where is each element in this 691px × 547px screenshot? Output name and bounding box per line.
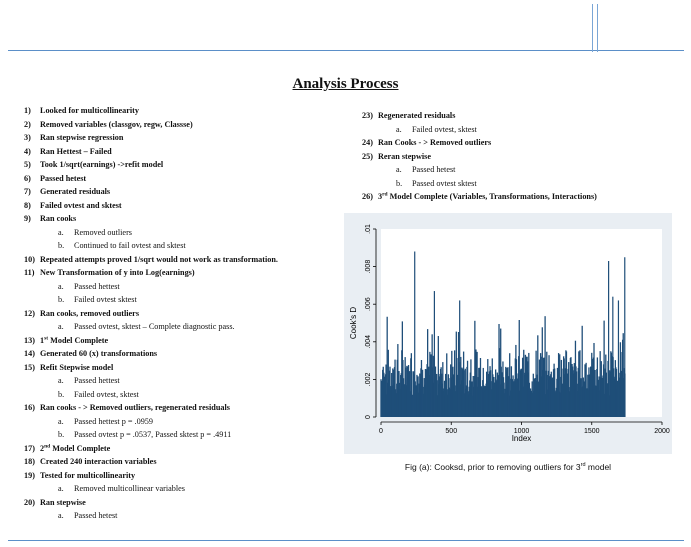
page-title: Analysis Process	[292, 76, 399, 92]
list-item-number: 12)	[24, 308, 35, 318]
list-item-text: Ran stepwise	[40, 497, 86, 507]
list-item-number: 4)	[24, 146, 31, 156]
list-subitem-text: Passed ovtest p = .0537, Passed sktest p = .4911	[74, 430, 232, 439]
y-tick-label: 0	[365, 415, 372, 419]
list-subitem-marker: b.	[58, 430, 65, 439]
list-item	[24, 469, 344, 483]
list-subitem-marker: a.	[396, 124, 402, 134]
list-item-text: Reran stepwise	[378, 151, 431, 161]
list-item-number: 10)	[24, 254, 35, 264]
list-item-number: 1)	[24, 106, 31, 115]
list-item	[24, 266, 344, 280]
cooks-d-chart-svg	[344, 213, 672, 454]
list-item-text: Ran cooks, removed outliers	[40, 308, 140, 318]
list-item	[362, 136, 682, 150]
list-subitem	[24, 482, 344, 496]
list-item-number: 23)	[362, 111, 373, 120]
list-item-number: 19)	[24, 470, 35, 480]
list-item-number: 3)	[24, 133, 31, 142]
list-item-text: Passed hetest	[40, 173, 87, 183]
list-item	[24, 158, 344, 172]
list-subitem	[362, 177, 682, 191]
list-item-number: 13)	[24, 335, 35, 345]
list-subitem-text: Failed ovtest, sktest	[412, 124, 477, 134]
list-subitem-marker: a.	[396, 165, 402, 174]
list-subitem-marker: a.	[58, 227, 64, 237]
list-item	[24, 185, 344, 199]
list-subitem	[24, 428, 344, 442]
list-subitem-marker: a.	[58, 484, 64, 493]
list-subitem-marker: a.	[58, 416, 64, 426]
list-subitem-text: Failed ovtest sktest	[74, 295, 137, 304]
list-subitem	[24, 280, 344, 294]
list-item-text: Ran cooks	[40, 214, 77, 223]
list-item-text: Removed variables (classgov, regw, Classse)	[40, 119, 193, 129]
list-subitem	[24, 226, 344, 240]
list-item-number: 25)	[362, 151, 373, 161]
list-item-number: 24)	[362, 138, 373, 147]
list-subitem-marker: a.	[58, 281, 64, 291]
list-item-text: Created 240 interaction variables	[40, 457, 157, 466]
process-list-right	[362, 109, 682, 204]
list-item	[362, 150, 682, 164]
list-subitem-text: Passed hetest	[74, 511, 118, 520]
list-subitem	[24, 415, 344, 429]
list-item	[24, 145, 344, 159]
footer-rule	[8, 540, 684, 541]
list-subitem	[24, 374, 344, 388]
list-item-number: 5)	[24, 160, 31, 169]
list-item-text: 3rd Model Complete (Variables, Transformations, Interactions)	[378, 191, 597, 201]
list-item-text: Looked for multicollinearity	[40, 106, 140, 115]
list-item-text: Generated 60 (x) transformations	[40, 349, 158, 358]
list-subitem-text: Failed ovtest, sktest	[74, 389, 139, 399]
list-item-text: Refit Stepwise model	[40, 362, 114, 372]
list-subitem	[24, 320, 344, 334]
list-item	[24, 253, 344, 267]
list-item	[24, 455, 344, 469]
list-subitem-marker: a.	[58, 322, 64, 331]
y-tick-label: .01	[365, 224, 372, 234]
list-item-number: 11)	[24, 268, 35, 277]
list-subitem	[24, 293, 344, 307]
list-subitem	[24, 388, 344, 402]
list-item	[24, 118, 344, 132]
list-subitem-text: Removed multicollinear variables	[74, 484, 185, 493]
list-item-text: Tested for multicollinearity	[40, 470, 136, 480]
list-item-text: Ran stepwise regression	[40, 133, 124, 142]
y-tick-label: .002	[365, 372, 372, 387]
x-tick-label: 0	[379, 428, 383, 435]
list-subitem-marker: a.	[58, 511, 64, 520]
header-rule	[8, 50, 684, 51]
list-item-text: Ran Hettest – Failed	[40, 146, 112, 156]
list-subitem-text: Passed hettest p = .0959	[74, 416, 153, 426]
list-item	[362, 109, 682, 123]
list-subitem-marker: b.	[58, 241, 65, 250]
list-subitem-text: Continued to fail ovtest and sktest	[74, 241, 186, 250]
figure-caption: Fig (a): Cooksd, prior to removing outliers for 3rd model	[404, 462, 612, 472]
list-subitem-text: Removed outliers	[74, 227, 132, 237]
list-item-text: Failed ovtest and sktest	[40, 200, 122, 210]
list-item-text: Ran cooks - > Removed outliers, regenerated residuals	[40, 403, 230, 412]
y-tick-label: .004	[365, 334, 372, 349]
list-item-number: 6)	[24, 173, 31, 183]
list-subitem	[362, 163, 682, 177]
list-item-number: 20)	[24, 497, 35, 507]
list-item-text: 2nd Model Complete	[40, 442, 111, 453]
list-item	[24, 212, 344, 226]
list-item-text: Regenerated residuals	[378, 111, 456, 120]
list-item-text: Generated residuals	[40, 187, 111, 196]
list-item-number: 15)	[24, 362, 35, 372]
x-tick-label: 1000	[513, 428, 530, 435]
process-list-left	[24, 104, 344, 523]
list-item	[24, 334, 344, 348]
list-item	[24, 361, 344, 375]
list-item	[24, 131, 344, 145]
list-subitem-marker: b.	[58, 295, 65, 304]
list-item	[24, 442, 344, 456]
y-tick-label: .006	[365, 297, 372, 312]
list-item	[24, 172, 344, 186]
list-item-number: 7)	[24, 187, 31, 196]
list-item-number: 17)	[24, 443, 35, 453]
list-item-number: 18)	[24, 457, 35, 466]
list-item-text: Ran Cooks - > Removed outliers	[378, 138, 492, 147]
x-axis-label: Index	[511, 434, 532, 443]
header-divider-1	[592, 4, 593, 52]
y-axis-label: Cook's D	[349, 306, 358, 340]
x-tick-label: 500	[445, 428, 458, 435]
list-subitem	[24, 239, 344, 253]
list-item-number: 16)	[24, 403, 35, 412]
list-item-text: Took 1/sqrt(earnings) ->refit model	[40, 160, 164, 169]
list-item	[24, 104, 344, 118]
list-subitem	[362, 123, 682, 137]
list-item	[24, 496, 344, 510]
list-item	[24, 199, 344, 213]
x-tick-label: 2000	[654, 428, 670, 435]
header-divider-2	[597, 4, 598, 52]
list-item	[24, 347, 344, 361]
list-item	[24, 307, 344, 321]
list-subitem-text: Passed hettest	[74, 281, 120, 291]
list-subitem	[24, 509, 344, 523]
y-tick-label: .008	[365, 259, 372, 274]
list-subitem-text: Passed ovtest, sktest – Complete diagnostic pass.	[74, 322, 235, 331]
list-item-number: 26)	[362, 192, 373, 201]
list-item	[24, 401, 344, 415]
x-tick-label: 1500	[583, 428, 600, 435]
list-subitem-text: Passed ovtest sktest	[412, 178, 477, 188]
list-item	[362, 190, 682, 204]
list-subitem-text: Passed hettest	[74, 376, 120, 385]
list-item-text: 1st Model Complete	[40, 334, 109, 345]
list-subitem-text: Passed hetest	[412, 165, 456, 174]
list-item-number: 9)	[24, 214, 31, 223]
list-item-text: New Transformation of y into Log(earnings)	[40, 268, 195, 277]
list-subitem-marker: b.	[58, 389, 65, 399]
list-item-number: 2)	[24, 119, 31, 129]
list-subitem-marker: a.	[58, 376, 64, 385]
list-item-number: 14)	[24, 349, 35, 358]
list-subitem-marker: b.	[396, 178, 403, 188]
cooks-d-chart	[344, 213, 672, 454]
list-item-number: 8)	[24, 200, 31, 210]
list-item-text: Repeated attempts proved 1/sqrt would not work as transformation.	[40, 254, 278, 264]
